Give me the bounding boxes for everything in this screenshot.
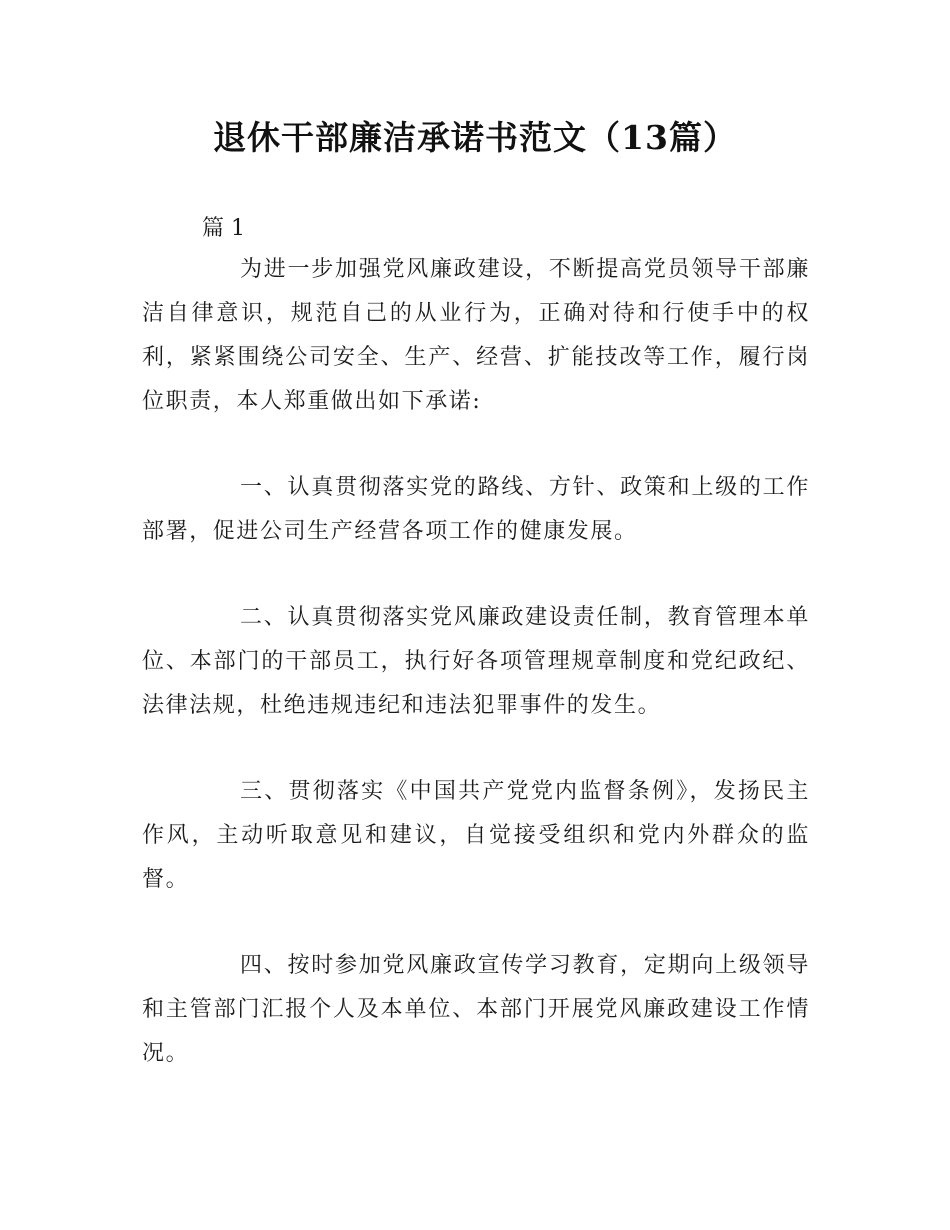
commitment-item-3: 三、贯彻落实《中国共产党党内监督条例》，发扬民主作风，主动听取意见和建议，自觉接受组织和党内外群众的监督。 [142, 779, 810, 892]
commitment-item-4: 四、按时参加党风廉政宣传学习教育，定期向上级领导和主管部门汇报个人及本单位、本部门开展党风廉政建设工作情况。 [142, 953, 810, 1066]
commitment-item-1: 一、认真贯彻落实党的路线、方针、政策和上级的工作部署，促进公司生产经营各项工作的健康发展。 [142, 475, 810, 544]
intro-paragraph: 为进一步加强党风廉政建设，不断提高党员领导干部廉洁自律意识，规范自己的从业行为，正确对待和行使手中的权利，紧紧围绕公司安全、生产、经营、扩能技改等工作，履行岗位职责，本人郑重做出如下承诺: [142, 257, 810, 414]
section-label: 篇 1 [202, 216, 245, 241]
commitment-item-2: 二、认真贯彻落实党风廉政建设责任制，教育管理本单位、本部门的干部员工，执行好各项管理规章制度和党纪政纪、法律法规，杜绝违规违纪和违法犯罪事件的发生。 [142, 605, 810, 718]
document-title: 退休干部廉洁承诺书范文（13篇） [213, 118, 737, 157]
